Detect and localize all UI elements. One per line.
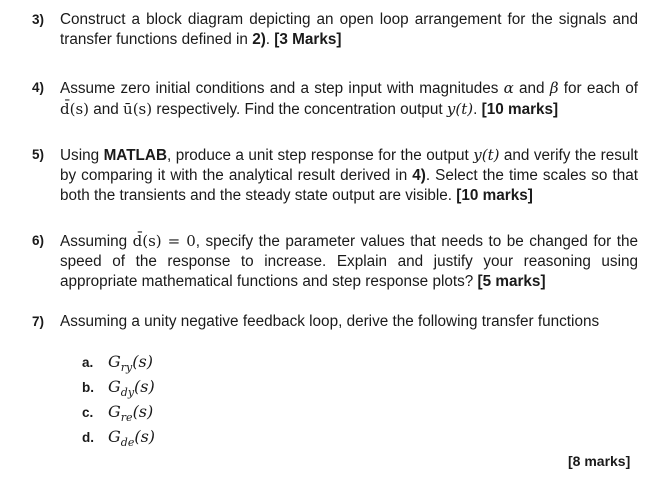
math-u-bar: ū(s) xyxy=(123,100,153,118)
list-letter: a. xyxy=(82,355,94,370)
list-item xyxy=(82,377,155,403)
question-body: respectively. Find the concentration output xyxy=(152,101,447,118)
question-number: 6) xyxy=(32,233,45,248)
math-alpha: α xyxy=(503,79,514,97)
question-body: and xyxy=(513,80,550,97)
question-text xyxy=(60,231,638,292)
math-y-t: y(t) xyxy=(446,100,474,118)
list-item xyxy=(82,352,153,378)
question-body: Using xyxy=(60,147,104,164)
question-body: and xyxy=(89,101,124,118)
question-7-marks: [8 marks] xyxy=(568,453,631,469)
list-item xyxy=(82,402,153,428)
tf-subscript: re xyxy=(120,411,133,425)
question-body: Assuming a unity negative feedback loop, derive the following transfer functions xyxy=(60,313,600,330)
matlab-label: MATLAB xyxy=(103,147,167,164)
question-text xyxy=(60,78,638,120)
tf-argument: (s) xyxy=(132,402,154,421)
tf-base: G xyxy=(108,377,121,396)
list-letter: d. xyxy=(82,430,94,445)
question-marks: [10 marks] xyxy=(481,101,559,118)
question-text xyxy=(60,312,638,332)
tf-base: G xyxy=(108,402,121,421)
math-d-bar: d̄(s) xyxy=(60,100,90,118)
question-body: . xyxy=(473,101,482,118)
question-marks: [3 Marks] xyxy=(274,31,342,48)
question-marks: [10 marks] xyxy=(456,187,533,204)
question-text xyxy=(60,10,638,50)
tf-subscript: de xyxy=(120,436,135,450)
tf-base: G xyxy=(108,352,121,371)
question-body: for each of xyxy=(558,80,639,97)
transfer-function xyxy=(108,377,155,400)
question-body: , specify the parameter values that needs to be changed for the speed of the response to increase. Explain and justify your reasoning using appropriate mathematical functions and step response plots? xyxy=(60,233,638,290)
question-body: Assume zero initial conditions and a step input with magnitudes xyxy=(60,80,504,97)
question-number: 5) xyxy=(32,147,45,162)
question-number: 4) xyxy=(32,80,45,95)
list-letter: c. xyxy=(82,405,94,420)
question-body: , produce a unit step response for the output xyxy=(167,147,474,164)
question-marks: [5 marks] xyxy=(477,273,546,290)
tf-subscript: dy xyxy=(120,386,135,400)
question-body: and verify the result by comparing it with the analytical result derived in xyxy=(60,147,639,184)
question-punct: . xyxy=(265,31,275,48)
question-number: 3) xyxy=(32,12,45,27)
question-reference: 4) xyxy=(412,167,426,184)
tf-argument: (s) xyxy=(134,427,156,446)
question-body: Construct a block diagram depicting an open loop arrangement for the signals and transfer functions defined in xyxy=(60,11,638,48)
question-body: Assuming xyxy=(60,233,133,250)
tf-argument: (s) xyxy=(134,377,155,396)
transfer-function xyxy=(108,352,153,375)
question-text xyxy=(60,145,638,206)
tf-base: G xyxy=(108,427,121,446)
question-body: . Select the time scales so that both the transients and the steady state output are visible. xyxy=(60,167,638,204)
tf-argument: (s) xyxy=(132,352,153,371)
question-reference: 2) xyxy=(252,31,266,48)
transfer-function xyxy=(108,427,156,450)
list-item xyxy=(82,427,155,453)
transfer-function xyxy=(108,402,154,425)
question-number: 7) xyxy=(32,314,45,329)
math-y-t: y(t) xyxy=(473,146,500,164)
math-condition: d̄(s) = 0 xyxy=(132,232,196,250)
list-letter: b. xyxy=(82,380,94,395)
tf-subscript: ry xyxy=(120,361,133,375)
math-beta: β xyxy=(549,79,559,97)
